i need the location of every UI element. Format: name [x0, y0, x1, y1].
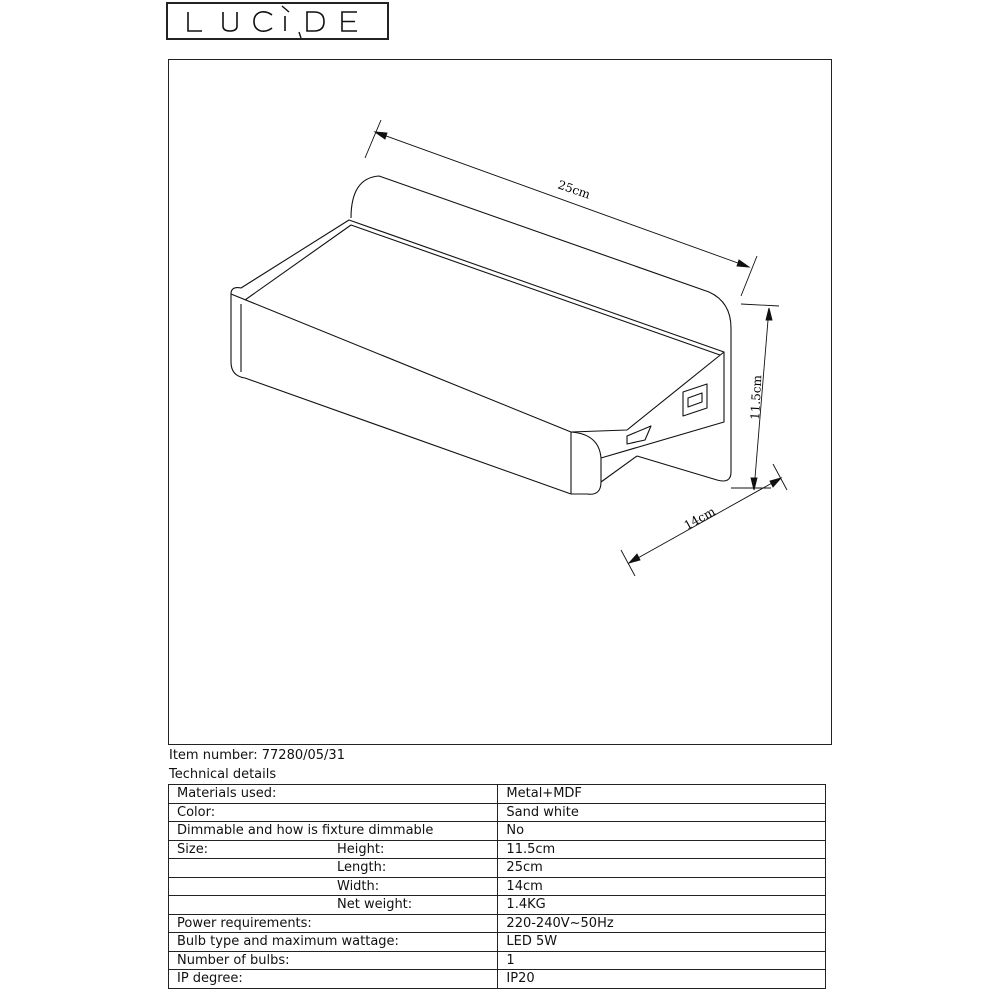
table-row	[169, 859, 826, 878]
table-row	[169, 951, 826, 970]
length-label: 25cm	[556, 177, 593, 202]
shelf-top	[231, 220, 724, 432]
table-row	[169, 785, 826, 804]
spec-sublabel: Length:	[337, 860, 387, 875]
table-row	[169, 933, 826, 952]
logo-lettering	[168, 4, 387, 38]
item-number-label: Item number:	[169, 748, 258, 763]
spec-value: 14cm	[498, 877, 826, 896]
table-row	[169, 822, 826, 841]
table-row	[169, 970, 826, 989]
spec-label-cell	[169, 803, 498, 822]
spec-value: 11.5cm	[498, 840, 826, 859]
spec-value: No	[498, 822, 826, 841]
spec-label-cell	[169, 896, 498, 915]
table-row	[169, 896, 826, 915]
spec-label-cell	[169, 859, 498, 878]
table-row	[169, 840, 826, 859]
spec-value: 220-240V~50Hz	[498, 914, 826, 933]
spec-sublabel: Height:	[337, 841, 385, 857]
spec-value: Sand white	[498, 803, 826, 822]
spec-value: 1.4KG	[498, 896, 826, 915]
spec-label: Power requirements:	[177, 915, 312, 931]
spec-label-cell	[169, 951, 498, 970]
spec-value: Metal+MDF	[498, 785, 826, 804]
spec-label-cell	[169, 970, 498, 989]
table-row	[169, 914, 826, 933]
spec-sublabel: Net weight:	[337, 897, 413, 912]
spec-label-cell	[169, 822, 498, 841]
spec-label-cell	[169, 877, 498, 896]
table-row	[169, 877, 826, 896]
spec-label: Color:	[177, 804, 216, 820]
product-drawing-frame	[168, 59, 832, 745]
spec-sublabel: Width:	[337, 878, 380, 894]
spec-label-cell	[169, 933, 498, 952]
switch-button	[627, 426, 651, 444]
spec-value: IP20	[498, 970, 826, 989]
spec-label-cell	[169, 840, 498, 859]
spec-label: Size:	[177, 841, 209, 857]
item-number-value: 77280/05/31	[261, 748, 345, 763]
length-dimension	[365, 120, 757, 296]
spec-label-cell	[169, 914, 498, 933]
brand-logo	[166, 2, 389, 40]
spec-value: LED 5W	[498, 933, 826, 952]
technical-details-table	[168, 784, 826, 989]
spec-label-cell	[169, 785, 498, 804]
product-technical-drawing	[169, 60, 831, 744]
table-row	[169, 803, 826, 822]
spec-value: 25cm	[498, 859, 826, 878]
item-number-line	[169, 748, 345, 763]
width-label: 14cm	[681, 504, 718, 533]
spec-value: 1	[498, 951, 826, 970]
spec-label: Dimmable and how is fixture dimmable	[177, 823, 434, 838]
technical-details-heading: Technical details	[169, 767, 277, 782]
spec-label: Number of bulbs:	[177, 952, 290, 968]
spec-label: Bulb type and maximum wattage:	[177, 934, 399, 949]
spec-label: Materials used:	[177, 786, 277, 801]
back-plate	[351, 176, 731, 481]
height-label: 11.5cm	[748, 374, 765, 421]
usb-port	[683, 384, 707, 416]
spec-label: IP degree:	[177, 971, 243, 986]
